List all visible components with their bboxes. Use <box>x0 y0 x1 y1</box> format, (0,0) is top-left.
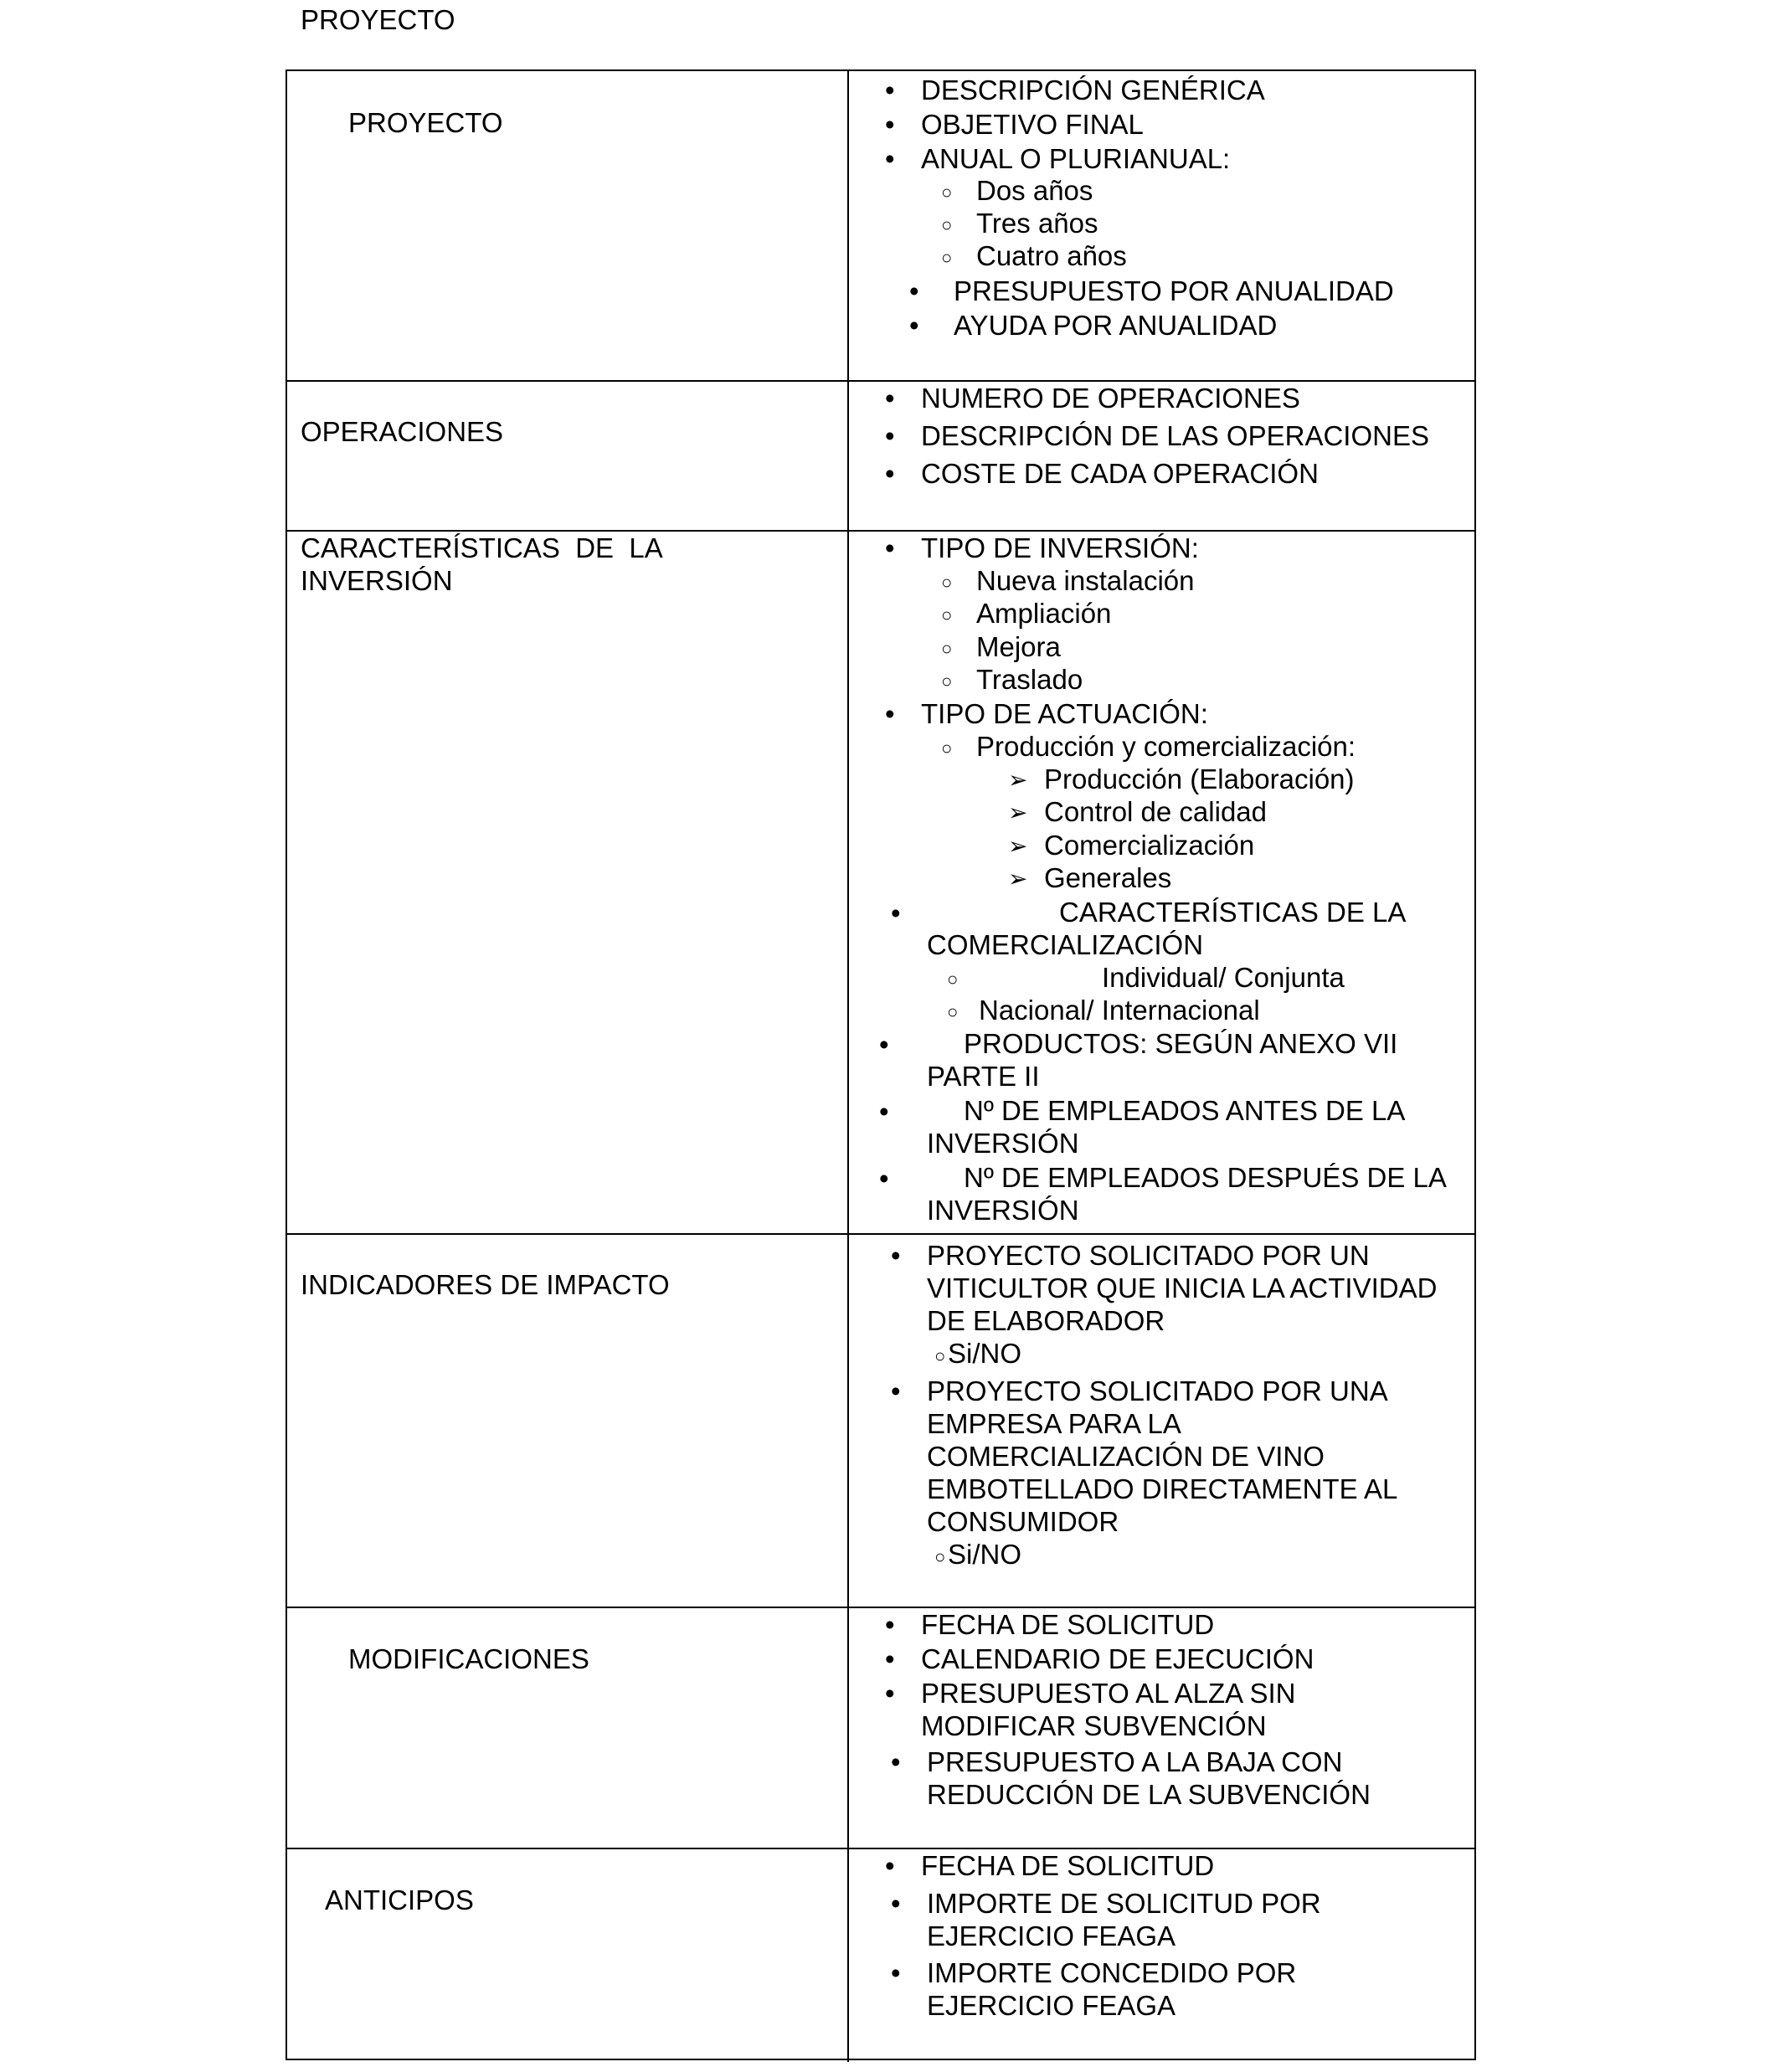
row-content-proyecto <box>849 71 1474 380</box>
list-item: DESCRIPCIÓN DE LAS OPERACIONES <box>921 420 1429 451</box>
disc-bullet: • <box>879 1029 889 1060</box>
table-row-indicadores <box>287 1235 1474 1608</box>
disc-bullet: • <box>885 458 895 489</box>
list-item: IMPORTE DE SOLICITUD POR <box>927 1888 1321 1919</box>
list-subitem: Ampliación <box>976 598 1112 629</box>
list-subitem: Producción y comercialización: <box>976 731 1356 762</box>
circle-bullet: ○ <box>941 638 953 659</box>
disc-bullet: • <box>885 109 895 140</box>
list-item: TIPO DE INVERSIÓN: <box>921 532 1199 563</box>
disc-bullet: • <box>885 75 895 105</box>
list-subitem: Dos años <box>976 175 1093 206</box>
disc-bullet: • <box>885 698 895 729</box>
row-content-anticipos <box>849 1849 1474 2062</box>
project-table <box>286 69 1476 2060</box>
list-item-continuation: INVERSIÓN <box>927 1195 1079 1226</box>
row-label-proyecto: PROYECTO <box>348 107 503 138</box>
list-subitem: Cuatro años <box>976 240 1127 271</box>
list-item: PRESUPUESTO AL ALZA SIN <box>921 1678 1296 1709</box>
row-content-indicadores <box>849 1235 1474 1607</box>
table-row-operaciones <box>287 382 1474 532</box>
list-item: PROYECTO SOLICITADO POR UN <box>927 1240 1370 1271</box>
circle-bullet: ○ <box>941 247 953 268</box>
row-content-operaciones <box>849 382 1474 530</box>
circle-bullet: ○ <box>941 214 953 235</box>
arrow-bullet: ➢ <box>1008 866 1028 892</box>
list-item-continuation: CONSUMIDOR <box>927 1506 1119 1537</box>
list-item-continuation: EJERCICIO FEAGA <box>927 1990 1176 2021</box>
list-subitem: Nacional/ Internacional <box>979 995 1260 1026</box>
list-item-continuation: COMERCIALIZACIÓN <box>927 929 1204 960</box>
list-subitem: Mejora <box>976 631 1061 662</box>
list-item-continuation: MODIFICAR SUBVENCIÓN <box>921 1710 1267 1741</box>
disc-bullet: • <box>879 1163 889 1194</box>
list-item: IMPORTE CONCEDIDO POR <box>927 1957 1297 1988</box>
circle-bullet: ○ <box>941 604 953 625</box>
row-label-anticipos: ANTICIPOS <box>325 1884 474 1915</box>
list-item-continuation: COMERCIALIZACIÓN DE VINO <box>927 1441 1325 1472</box>
row-label-operaciones: OPERACIONES <box>301 416 504 447</box>
list-subitem: Tres años <box>976 208 1098 239</box>
disc-bullet: • <box>885 383 895 414</box>
list-item: PRESUPUESTO POR ANUALIDAD <box>954 275 1394 306</box>
list-item: OBJETIVO FINAL <box>921 109 1144 140</box>
list-item: COSTE DE CADA OPERACIÓN <box>921 458 1319 489</box>
circle-bullet: ○ <box>941 738 953 758</box>
list-item-continuation: INVERSIÓN <box>927 1128 1079 1159</box>
answer-option: Si/NO <box>948 1539 1022 1570</box>
document-title: PROYECTO <box>301 4 455 35</box>
list-item: FECHA DE SOLICITUD <box>921 1609 1215 1640</box>
list-item: TIPO DE ACTUACIÓN: <box>921 698 1208 729</box>
circle-bullet: ○ <box>941 182 953 203</box>
disc-bullet: • <box>891 1888 901 1919</box>
disc-bullet: • <box>885 143 895 174</box>
answer-option: Si/NO <box>948 1338 1022 1369</box>
disc-bullet: • <box>885 1850 895 1881</box>
list-subitem: Nueva instalación <box>976 565 1195 596</box>
disc-bullet: • <box>891 1957 901 1988</box>
disc-bullet: • <box>885 1643 895 1674</box>
list-item: Nº DE EMPLEADOS DESPUÉS DE LA <box>964 1162 1447 1193</box>
list-item-continuation: EJERCICIO FEAGA <box>927 1920 1176 1951</box>
circle-bullet: ○ <box>934 1546 946 1567</box>
list-subitem: Traslado <box>976 664 1083 695</box>
row-label-indicadores: INDICADORES DE IMPACTO <box>301 1269 670 1300</box>
list-item: CALENDARIO DE EJECUCIÓN <box>921 1643 1314 1674</box>
list-item: NUMERO DE OPERACIONES <box>921 383 1300 414</box>
list-item-continuation: PARTE II <box>927 1061 1040 1092</box>
disc-bullet: • <box>891 897 901 928</box>
disc-bullet: • <box>885 532 895 563</box>
list-subsubitem: Generales <box>1044 862 1172 893</box>
list-subsubitem: Producción (Elaboración) <box>1044 764 1355 794</box>
disc-bullet: • <box>885 1609 895 1640</box>
list-item-continuation: EMBOTELLADO DIRECTAMENTE AL <box>927 1473 1398 1504</box>
disc-bullet: • <box>891 1746 901 1777</box>
list-item: ANUAL O PLURIANUAL: <box>921 143 1231 174</box>
list-item-continuation: VITICULTOR QUE INICIA LA ACTIVIDAD <box>927 1273 1438 1303</box>
row-content-caracteristicas <box>849 532 1474 1233</box>
table-row-anticipos <box>287 1849 1474 2062</box>
list-item: PRODUCTOS: SEGÚN ANEXO VII <box>964 1028 1398 1059</box>
circle-bullet: ○ <box>941 572 953 593</box>
disc-bullet: • <box>891 1240 901 1271</box>
table-row-caracteristicas <box>287 532 1474 1235</box>
arrow-bullet: ➢ <box>1008 767 1028 793</box>
list-subsubitem: Comercialización <box>1044 830 1255 861</box>
circle-bullet: ○ <box>941 671 953 692</box>
row-label-caracteristicas-line1: CARACTERÍSTICAS DE LA <box>301 532 663 563</box>
table-row-modificaciones <box>287 1608 1474 1849</box>
list-item: DESCRIPCIÓN GENÉRICA <box>921 75 1265 105</box>
row-label-modificaciones: MODIFICACIONES <box>348 1643 589 1674</box>
list-item: PROYECTO SOLICITADO POR UNA <box>927 1375 1388 1406</box>
arrow-bullet: ➢ <box>1008 799 1028 825</box>
list-item: AYUDA POR ANUALIDAD <box>954 310 1278 341</box>
circle-bullet: ○ <box>934 1345 946 1366</box>
disc-bullet: • <box>885 1678 895 1709</box>
disc-bullet: • <box>879 1096 889 1127</box>
list-item: FECHA DE SOLICITUD <box>921 1850 1215 1881</box>
table-row-proyecto <box>287 71 1474 382</box>
list-item: CARACTERÍSTICAS DE LA <box>1059 897 1407 928</box>
list-item-continuation: REDUCCIÓN DE LA SUBVENCIÓN <box>927 1779 1371 1810</box>
circle-bullet: ○ <box>947 969 959 990</box>
list-item: Nº DE EMPLEADOS ANTES DE LA <box>964 1095 1406 1126</box>
disc-bullet: • <box>909 310 919 341</box>
arrow-bullet: ➢ <box>1008 833 1028 859</box>
list-item-continuation: DE ELABORADOR <box>927 1305 1165 1336</box>
disc-bullet: • <box>885 420 895 451</box>
list-item-continuation: EMPRESA PARA LA <box>927 1408 1181 1439</box>
disc-bullet: • <box>909 275 919 306</box>
circle-bullet: ○ <box>947 1001 959 1022</box>
disc-bullet: • <box>891 1375 901 1406</box>
row-content-modificaciones <box>849 1608 1474 1848</box>
list-subitem: Individual/ Conjunta <box>1102 962 1345 993</box>
list-subsubitem: Control de calidad <box>1044 796 1267 827</box>
row-label-caracteristicas-line2: INVERSIÓN <box>301 565 453 596</box>
list-item: PRESUPUESTO A LA BAJA CON <box>927 1746 1343 1777</box>
